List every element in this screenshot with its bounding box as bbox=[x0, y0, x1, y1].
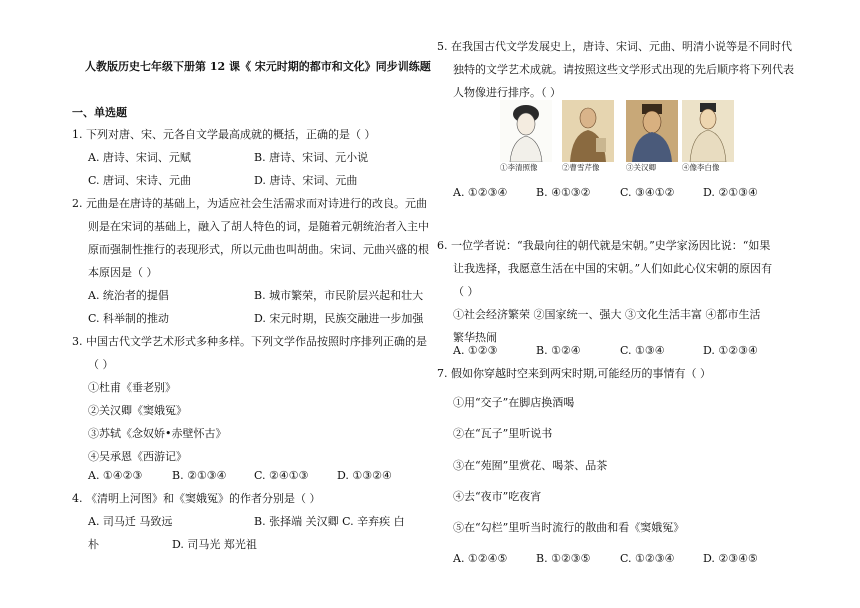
q5-option-c[interactable]: C. ③④①② bbox=[620, 186, 675, 199]
portrait-caption-4: ④像李白像 bbox=[682, 163, 720, 172]
q6-option-a[interactable]: A. ①②③ bbox=[453, 344, 498, 357]
q7-option-d[interactable]: D. ②③④⑤ bbox=[703, 552, 758, 565]
q5-option-a[interactable]: A. ①②③④ bbox=[453, 186, 508, 199]
page-title: 人教版历史七年级下册第 12 课《 宋元时期的都市和文化》同步训练题 bbox=[85, 60, 431, 73]
q5-line2: 独特的文学艺术成就。请按照这些文学形式出现的先后顺序将下列代表 bbox=[453, 63, 794, 76]
q2-line1: 2. 元曲是在唐诗的基础上，为适应社会生活需求而对诗进行的改良。元曲 bbox=[72, 197, 427, 210]
portrait-caption-2: ②曹雪芹像 bbox=[562, 163, 600, 172]
q1-option-d[interactable]: D. 唐诗、宋词、元曲 bbox=[254, 174, 358, 187]
q1-option-a[interactable]: A. 唐诗、宋词、元赋 bbox=[88, 151, 191, 164]
q3-option-a[interactable]: A. ①④②③ bbox=[88, 469, 143, 482]
q7-stem: 7. 假如你穿越时空来到两宋时期,可能经历的事情有（ ） bbox=[437, 367, 711, 380]
q6-line4: ①社会经济繁荣 ②国家统一、强大 ③文化生活丰富 ④都市生活 bbox=[453, 308, 761, 321]
q6-line3: （ ） bbox=[453, 285, 479, 298]
q6-line2: 让我选择，我愿意生活在中国的宋朝。”人们如此心仪宋朝的原因有 bbox=[453, 262, 773, 275]
portrait-guan-hanqing bbox=[626, 100, 678, 162]
q6-option-c[interactable]: C. ①③④ bbox=[620, 344, 665, 357]
q3-item-2: ②关汉卿《窦娥冤》 bbox=[88, 404, 187, 417]
q6-line1: 6. 一位学者说：“我最向往的朝代就是宋朝。”史学家汤因比说：“如果 bbox=[437, 239, 771, 252]
q4-option-d[interactable]: D. 司马光 郑光祖 bbox=[172, 538, 257, 551]
portrait-caption-1: ①李清照像 bbox=[500, 163, 538, 172]
q2-option-a[interactable]: A. 统治者的提倡 bbox=[88, 289, 169, 302]
portrait-caption-3: ③关汉卿 bbox=[626, 163, 656, 172]
q7-item-2: ②在“瓦子”里听说书 bbox=[453, 427, 553, 440]
section-heading: 一、单选题 bbox=[72, 106, 127, 119]
q4-stem: 4. 《清明上河图》和《窦娥冤》的作者分别是（ ） bbox=[72, 492, 321, 505]
q7-item-1: ①用“交子”在脚店换酒喝 bbox=[453, 396, 575, 409]
portrait-cao-xueqin bbox=[562, 100, 614, 162]
q3-line1: 3. 中国古代文学艺术形式多种多样。下列文学作品按照时序排列正确的是 bbox=[72, 335, 427, 348]
q3-item-1: ①杜甫《垂老别》 bbox=[88, 381, 176, 394]
q1-option-c[interactable]: C. 唐词、宋诗、元曲 bbox=[88, 174, 192, 187]
q3-option-b[interactable]: B. ②①③④ bbox=[172, 469, 227, 482]
q6-option-b[interactable]: B. ①②④ bbox=[536, 344, 581, 357]
q3-line2: （ ） bbox=[88, 358, 114, 371]
q7-option-b[interactable]: B. ①②③⑤ bbox=[536, 552, 591, 565]
q1-option-b[interactable]: B. 唐诗、宋词、元小说 bbox=[254, 151, 369, 164]
q1-stem: 1. 下列对唐、宋、元各自文学最高成就的概括，正确的是（ ） bbox=[72, 128, 376, 141]
q7-item-5: ⑤在“勾栏”里听当时流行的散曲和看《窦娥冤》 bbox=[453, 521, 685, 534]
q6-option-d[interactable]: D. ①②③④ bbox=[703, 344, 758, 357]
q7-item-4: ④去“夜市”吃夜宵 bbox=[453, 490, 542, 503]
q4-option-a[interactable]: A. 司马迁 马致远 bbox=[88, 515, 173, 528]
q5-line1: 5. 在我国古代文学发展史上，唐诗、宋词、元曲、明清小说等是不同时代 bbox=[437, 40, 792, 53]
q2-option-c[interactable]: C. 科举制的推动 bbox=[88, 312, 170, 325]
q3-option-d[interactable]: D. ①③②④ bbox=[337, 469, 392, 482]
q3-item-3: ③苏轼《念奴娇•赤壁怀古》 bbox=[88, 427, 227, 440]
portrait-li-qingzhao bbox=[500, 100, 552, 162]
q5-line3: 人物像进行排序。（ ） bbox=[453, 86, 561, 99]
q4-option-bc[interactable]: B. 张择端 关汉卿 C. 辛弃疾 白 bbox=[254, 515, 405, 528]
q7-option-a[interactable]: A. ①②④⑤ bbox=[453, 552, 508, 565]
q4-option-c-cont: 朴 bbox=[88, 538, 99, 551]
q5-option-d[interactable]: D. ②①③④ bbox=[703, 186, 758, 199]
q3-option-c[interactable]: C. ②④①③ bbox=[254, 469, 309, 482]
q3-item-4: ④吴承恩《西游记》 bbox=[88, 450, 187, 463]
q7-option-c[interactable]: C. ①②③④ bbox=[620, 552, 675, 565]
q2-option-b[interactable]: B. 城市繁荣，市民阶层兴起和壮大 bbox=[254, 289, 424, 302]
q5-option-b[interactable]: B. ④①③② bbox=[536, 186, 591, 199]
q2-line3: 原而强制性推行的表现形式，所以元曲也叫胡曲。宋词、元曲兴盛的根 bbox=[88, 243, 429, 256]
q2-option-d[interactable]: D. 宋元时期，民族交融进一步加强 bbox=[254, 312, 424, 325]
q6-line5: 繁华热闹 bbox=[453, 331, 497, 344]
portrait-li-bai bbox=[682, 100, 734, 162]
q7-item-3: ③在“苑囿”里赏花、喝茶、品茶 bbox=[453, 459, 608, 472]
q2-line4: 本原因是（ ） bbox=[88, 266, 158, 279]
q2-line2: 则是在宋词的基础上，融入了胡人特色的词，是随着元朝统治者入主中 bbox=[88, 220, 429, 233]
